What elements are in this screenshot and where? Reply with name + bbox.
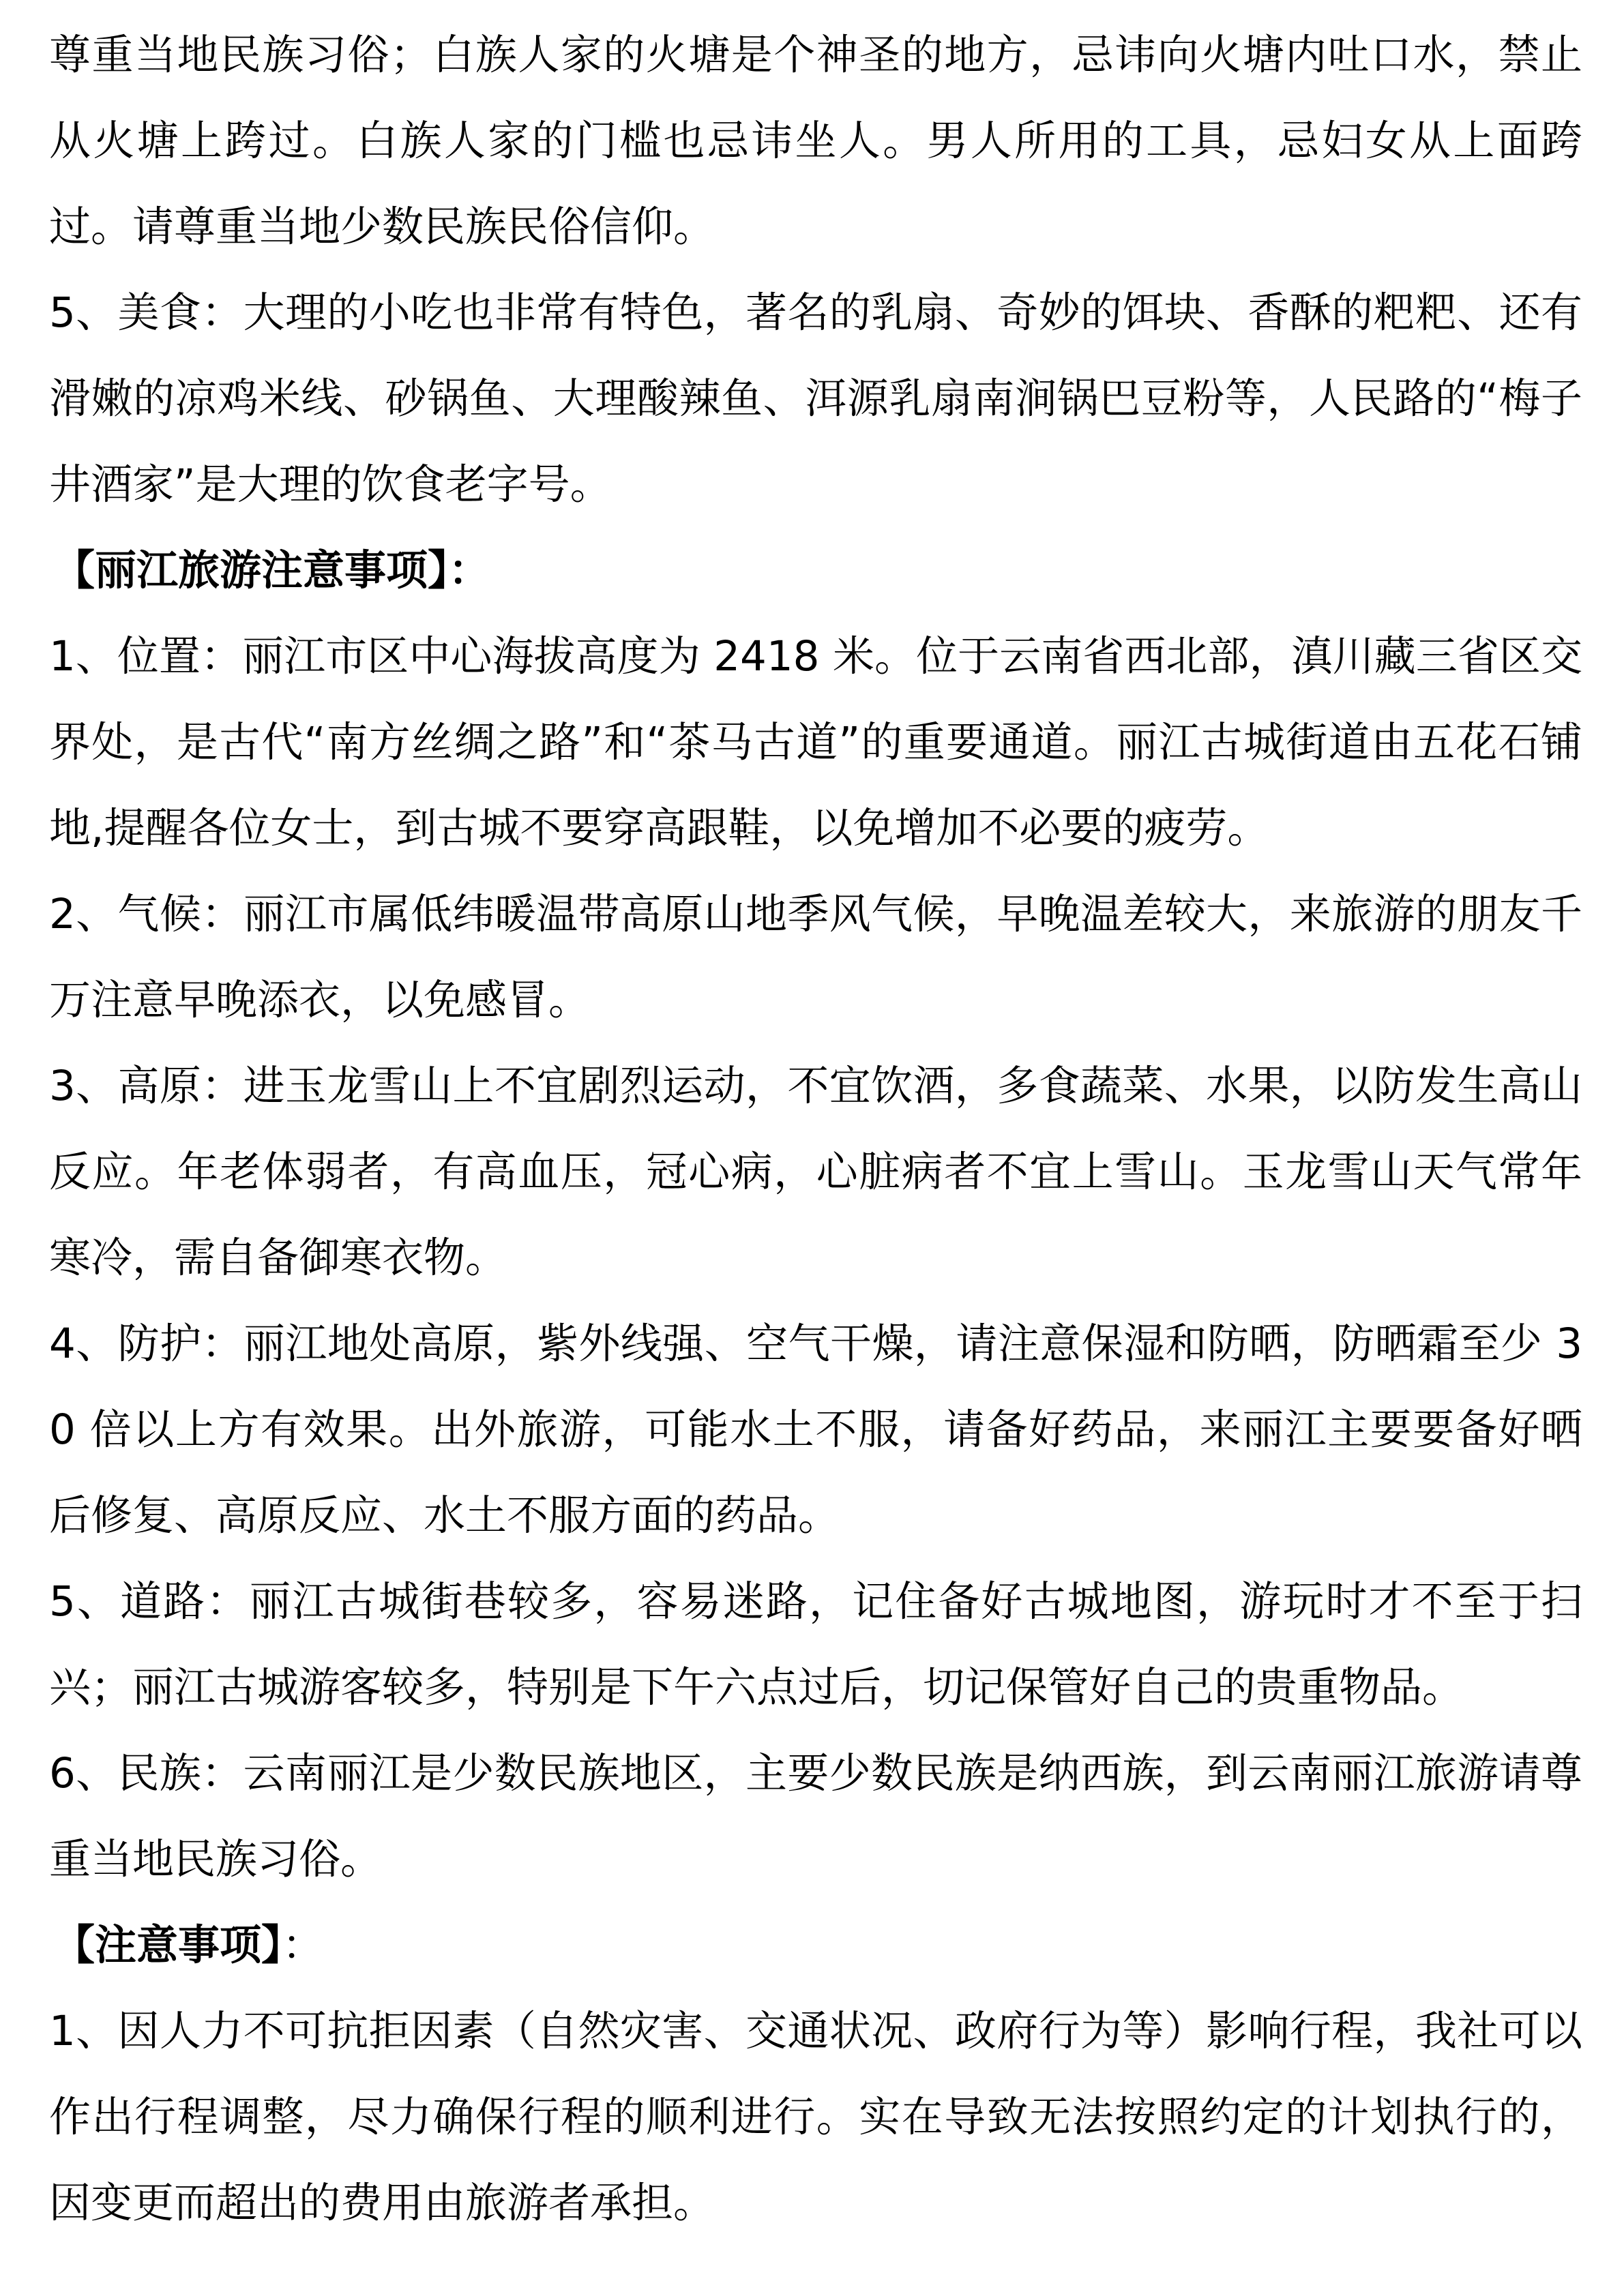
lijiang-heading-text: 【丽江旅游注意事项】 bbox=[53, 546, 449, 595]
notes-heading-colon: ： bbox=[282, 1921, 324, 1969]
dali-food-paragraph: 5、美食：大理的小吃也非常有特色，著名的乳扇、奇妙的饵块、香酥的粑粑、还有滑嫩的凉鸡米线、砂锅鱼、大理酸辣鱼、洱源乳扇南涧锅巴豆粉等，人民路的“梅子井酒家”是大理的饮食老字号。 bbox=[49, 288, 1582, 509]
intro-paragraph: 尊重当地民族习俗；白族人家的火塘是个神圣的地方，忌讳向火塘内吐口水，禁止从火塘上跨过。白族人家的门槛也忌讳坐人。男人所用的工具，忌妇女从上面跨过。请尊重当地少数民族民俗信仰。 bbox=[49, 31, 1582, 251]
lijiang-section-heading bbox=[49, 528, 1582, 614]
lijiang-item-climate: 2、气候：丽江市属低纬暖温带高原山地季风气候，早晚温差较大，来旅游的朋友千万注意早晚添衣，以免感冒。 bbox=[49, 890, 1582, 1024]
lijiang-item-roads: 5、道路：丽江古城街巷较多，容易迷路，记住备好古城地图，游玩时才不至于扫兴；丽江古城游客较多，特别是下午六点过后，切记保管好自己的贵重物品。 bbox=[49, 1577, 1582, 1712]
lijiang-item-location: 1、位置：丽江市区中心海拔高度为 2418 米。位于云南省西北部，滇川藏三省区交界处，是古代“南方丝绸之路”和“茶马古道”的重要通道。丽江古城街道由五花石铺地,提醒各位女士，到古城不要穿高跟鞋，以免增加不必要的疲劳。 bbox=[49, 632, 1582, 852]
notes-section-heading bbox=[49, 1903, 1582, 1988]
document-page bbox=[49, 12, 1582, 2246]
lijiang-heading-colon: ： bbox=[448, 546, 490, 595]
lijiang-item-protection: 4、防护：丽江地处高原，紫外线强、空气干燥，请注意保湿和防晒，防晒霜至少 30 倍以上方有效果。出外旅游，可能水土不服，请备好药品，来丽江主要要备好晒后修复、高原反应、水土不服方面的药品。 bbox=[49, 1320, 1582, 1540]
lijiang-item-plateau: 3、高原：进玉龙雪山上不宜剧烈运动，不宜饮酒，多食蔬菜、水果，以防发生高山反应。年老体弱者，有高血压，冠心病，心脏病者不宜上雪山。玉龙雪山天气常年寒冷，需自备御寒衣物。 bbox=[49, 1062, 1582, 1282]
notes-heading-text: 【注意事项】 bbox=[53, 1921, 282, 1969]
notes-item-force-majeure: 1、因人力不可抗拒因素（自然灾害、交通状况、政府行为等）影响行程，我社可以作出行程调整，尽力确保行程的顺利进行。实在导致无法按照约定的计划执行的，因变更而超出的费用由旅游者承担。 bbox=[49, 2007, 1582, 2227]
lijiang-item-ethnicity: 6、民族：云南丽江是少数民族地区，主要少数民族是纳西族，到云南丽江旅游请尊重当地民族习俗。 bbox=[49, 1749, 1582, 1883]
